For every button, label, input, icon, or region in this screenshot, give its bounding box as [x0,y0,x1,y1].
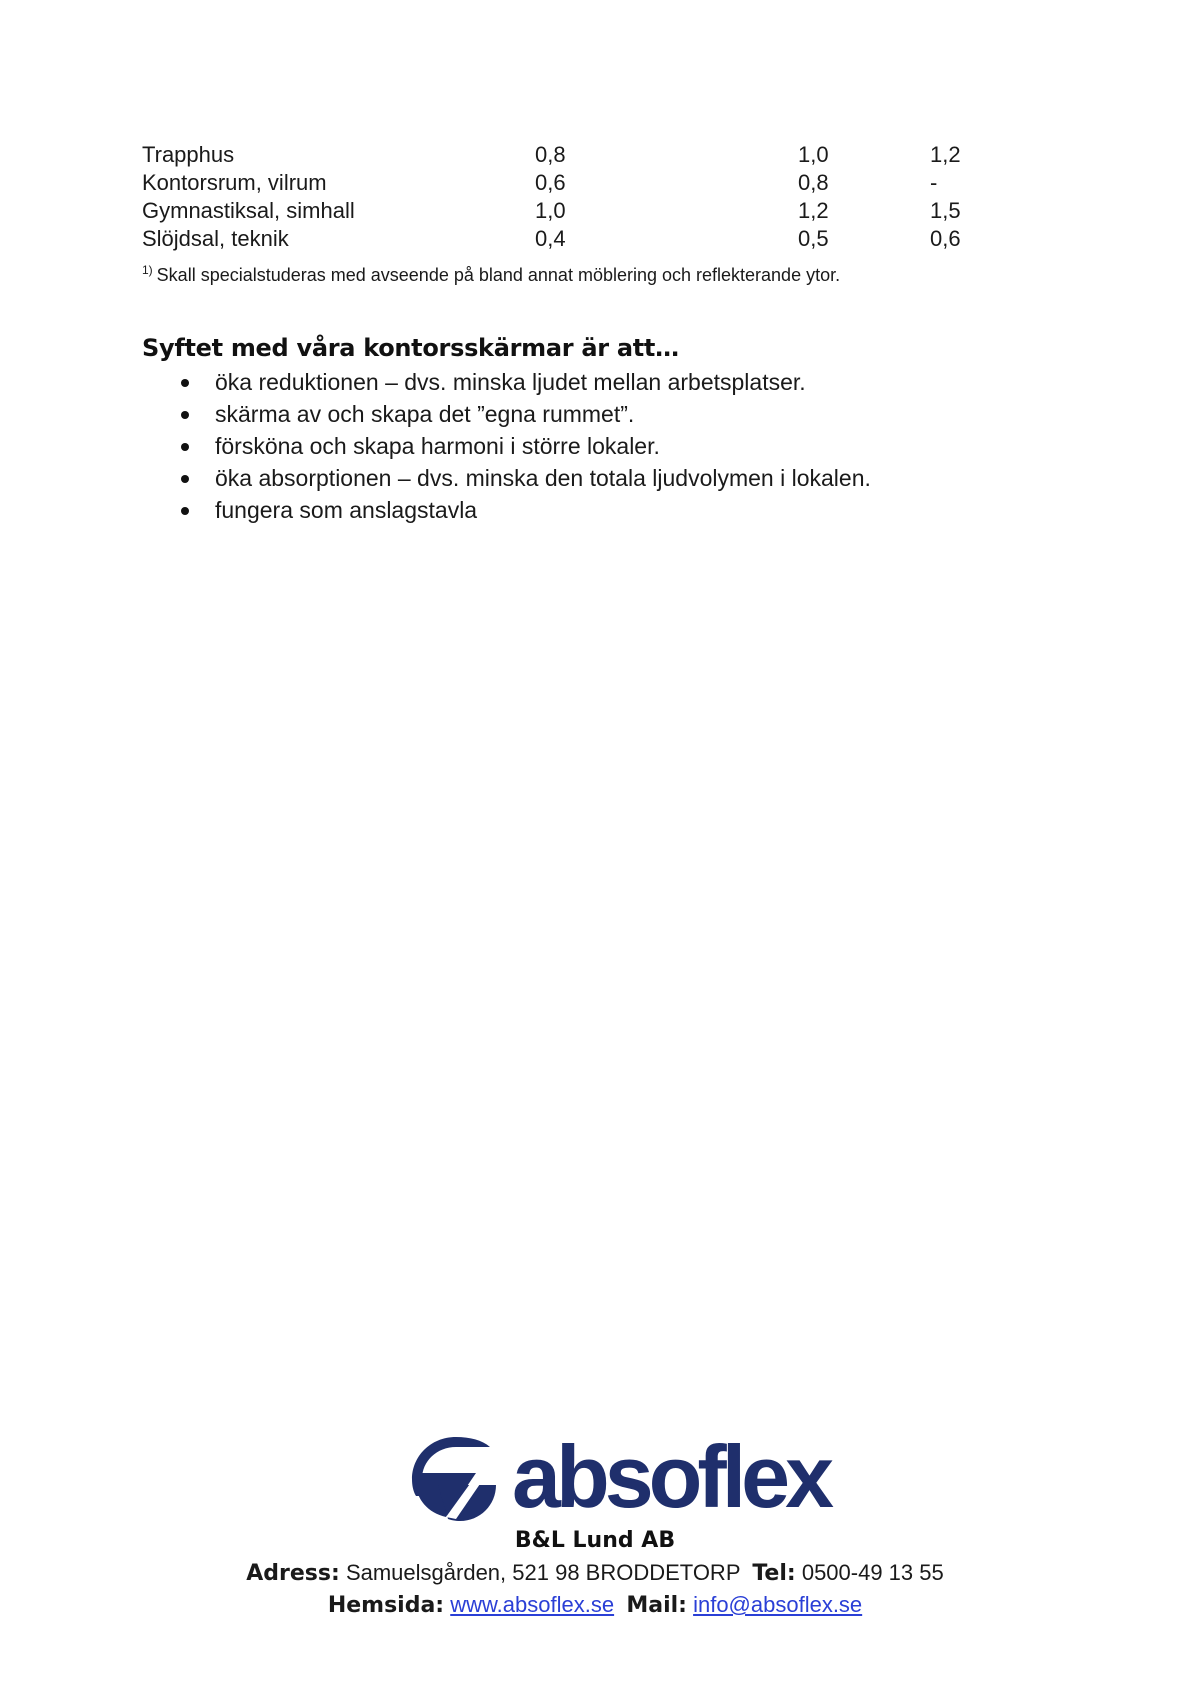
value-cell: 1,0 [798,142,829,167]
table-row [142,141,972,169]
bullet-icon [181,379,189,387]
bullet-icon [181,411,189,419]
footnote-mark: 1) [142,263,153,277]
value-cell: 0,6 [535,170,566,195]
room-name: Kontorsrum, vilrum [142,170,327,195]
room-name: Slöjdsal, teknik [142,226,289,251]
value-cell: 1,2 [930,142,961,167]
contact-line [0,1592,1190,1618]
address-label: Adress: [246,1561,340,1586]
tel-value: 0500-49 13 55 [801,1560,944,1585]
list-item-text: försköna och skapa harmoni i större lokaler. [215,433,660,459]
purpose-list [175,366,871,526]
website-link[interactable]: www.absoflex.se [450,1592,615,1617]
value-cell: 1,2 [798,198,829,223]
list-item-text: fungera som anslagstavla [215,497,478,523]
table-footnote [142,258,840,287]
bullet-icon [181,443,189,451]
bullet-icon [181,475,189,483]
table-row [142,225,972,253]
value-cell: 0,6 [930,226,961,251]
company-name: B&L Lund AB [514,1528,676,1553]
logo-emblem-icon [408,1433,504,1525]
bullet-icon [181,507,189,515]
address-value: Samuelsgården, 521 98 BRODDETORP [345,1560,741,1585]
list-item [175,494,871,526]
list-item [175,430,871,462]
room-name: Gymnastiksal, simhall [142,198,355,223]
web-label: Hemsida: [327,1593,445,1618]
footnote-text: Skall specialstuderas med avseende på bland annat möblering och reflekterande ytor. [156,265,841,285]
list-item-text: öka reduktionen – dvs. minska ljudet mellan arbetsplatser. [215,369,806,395]
value-cell: 0,8 [798,170,829,195]
list-item-text: öka absorptionen – dvs. minska den totala ljudvolymen i lokalen. [215,465,871,491]
value-cell: 1,0 [535,198,566,223]
brand-name: absoflex [512,1427,830,1526]
value-cell: 0,8 [535,142,566,167]
table-row [142,197,972,225]
list-item [175,462,871,494]
value-cell: - [930,170,938,195]
list-item [175,366,871,398]
list-item-text: skärma av och skapa det ”egna rummet”. [215,401,635,427]
email-link[interactable]: info@absoflex.se [693,1592,863,1617]
room-name: Trapphus [142,142,235,167]
address-line [0,1560,1190,1586]
value-cell: 1,5 [930,198,961,223]
tel-label: Tel: [752,1561,796,1586]
absoflex-logo [408,1427,830,1526]
mail-label: Mail: [626,1593,687,1618]
value-cell: 0,5 [798,226,829,251]
value-cell: 0,4 [535,226,566,251]
section-heading: Syftet med våra kontorsskärmar är att… [142,334,679,362]
table-row [142,169,972,197]
list-item [175,398,871,430]
reverberation-table [142,141,972,253]
